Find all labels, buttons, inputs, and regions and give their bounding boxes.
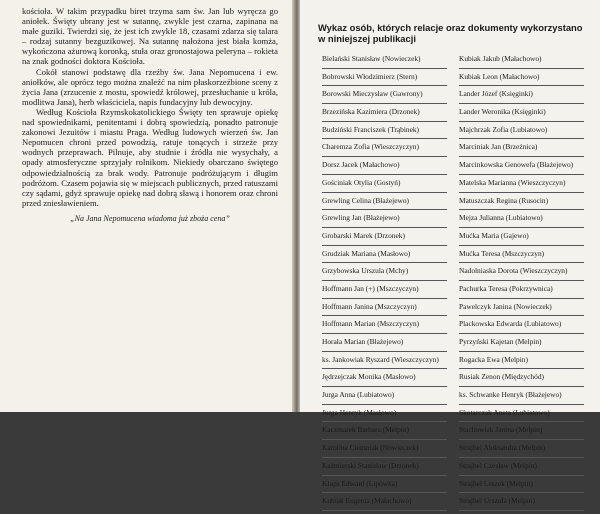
list-item: [322, 54, 453, 72]
list-item: [322, 479, 453, 497]
person-name: Pawelczyk Janina (Nowieczek): [459, 301, 552, 311]
writing-line: [322, 457, 447, 458]
person-name: Majchrzak Zofia (Lubiatowo): [459, 124, 548, 134]
list-item: [459, 425, 590, 443]
writing-line: [459, 439, 584, 440]
person-name: Hoffmann Janina (Mszczyczyn): [322, 301, 417, 311]
writing-line: [322, 156, 447, 157]
writing-line: [459, 457, 584, 458]
writing-line: [322, 245, 447, 246]
list-item: [322, 266, 453, 284]
writing-line: [459, 103, 584, 104]
person-name: Marciniak Jan (Brzeźnica): [459, 142, 538, 152]
list-item: [459, 231, 590, 249]
list-item: [322, 178, 453, 196]
list-item: [322, 355, 453, 373]
list-item: [459, 196, 590, 214]
writing-line: [322, 333, 447, 334]
writing-line: [322, 174, 447, 175]
writing-line: [459, 262, 584, 263]
list-item: [459, 213, 590, 231]
list-item: [459, 479, 590, 497]
caption: „Na Jana Nepomucena wiadoma już zboża cena”: [70, 213, 230, 223]
person-name: ks. Jankowiak Ryszard (Wieszczyczyn): [322, 354, 439, 364]
writing-line: [322, 121, 447, 122]
person-name: Strajbel Urszula (Melpin): [459, 496, 535, 506]
writing-line: [459, 280, 584, 281]
writing-line: [459, 245, 584, 246]
person-name: Klups Edward (Lipówka): [322, 478, 398, 488]
writing-line: [322, 475, 447, 476]
list-item: [459, 107, 590, 125]
list-item: [322, 302, 453, 320]
list-item: [459, 443, 590, 461]
person-name: Horała Marian (Błażejewo): [322, 337, 404, 346]
writing-line: [322, 351, 447, 352]
person-name: Grobarski Marek (Drzonek): [322, 230, 405, 240]
person-name: Grudziak Mariana (Masłowo): [322, 248, 411, 258]
person-name: Strajbel Leszek (Melpin): [459, 478, 533, 488]
person-name: ks. Schwanke Henryk (Błażejewo): [459, 390, 562, 400]
writing-line: [459, 386, 584, 387]
person-name: Kubiak Eugenia (Małachowo): [322, 496, 412, 506]
writing-line: [322, 85, 447, 86]
right-page: [300, 0, 600, 506]
person-name: Jurga Anna (Lubiatowo): [322, 390, 395, 400]
writing-line: [459, 351, 584, 352]
book-gutter: [292, 0, 300, 412]
person-name: Kubiak Leon (Małachowo): [459, 71, 540, 81]
writing-line: [322, 421, 447, 422]
writing-line: [322, 227, 447, 228]
writing-line: [459, 315, 584, 316]
list-item: [459, 178, 590, 196]
writing-line: [322, 492, 447, 493]
writing-line: [322, 280, 447, 281]
list-item: [322, 160, 453, 178]
person-name: Grzybowska Urszula (Mchy): [322, 266, 409, 276]
writing-line: [322, 386, 447, 387]
writing-line: [459, 404, 584, 405]
list-item: [459, 266, 590, 284]
person-name: Jędrzejczak Monika (Masłowo): [322, 372, 416, 382]
list-item: [322, 372, 453, 390]
person-name: Kaczmarek Barbara (Melpin): [322, 425, 409, 435]
list-item: [459, 496, 590, 514]
writing-line: [459, 156, 584, 157]
writing-line: [459, 227, 584, 228]
writing-line: [459, 333, 584, 334]
paragraph-1: kościoła. W takim przypadku biret trzyma sam św. Jan lub wyręcza go aniołek. Święty ubrany jest w sutannę, zwykle jest czarna, zapinana na małe guziki. Twierdzi się, że jest ich zwykle 18, czasami zdarza się talara – rodzaj sutanny bezguzikowej. Na sutannę nałożona jest biała komża, wykończona ażurową koronką, stuła oraz gronostajowa peleryna – rokieta na znak godności doktora Kościoła.: [22, 6, 278, 67]
writing-line: [459, 492, 584, 493]
person-name: Budziński Franciszek (Trąbinek): [322, 124, 420, 134]
list-item: [322, 425, 453, 443]
list-item: [459, 372, 590, 390]
writing-line: [459, 192, 584, 193]
writing-line: [322, 510, 447, 511]
list-column-2: [453, 54, 590, 514]
list-item: [459, 72, 590, 90]
list-item: [459, 160, 590, 178]
list-heading: Wykaz osób, których relacje oraz dokumenty wykorzystano w niniejszej publikacji: [318, 22, 583, 44]
person-name: Strajbel Aleksandra (Melpin): [459, 443, 546, 453]
person-name: Mućka Teresa (Mszczyczyn): [459, 248, 545, 258]
writing-line: [459, 68, 584, 69]
list-item: [322, 231, 453, 249]
person-name: Hoffmann Marian (Mszczyczyn): [322, 319, 420, 329]
writing-line: [322, 192, 447, 193]
writing-line: [322, 209, 447, 210]
writing-line: [322, 439, 447, 440]
person-name: Bielański Stanisław (Nowieczek): [322, 54, 421, 63]
list-item: [459, 355, 590, 373]
list-item: [459, 390, 590, 408]
writing-line: [459, 510, 584, 511]
list-item: [459, 142, 590, 160]
writing-line: [459, 85, 584, 86]
list-item: [322, 319, 453, 337]
list-item: [322, 408, 453, 426]
person-name: Grewling Celina (Błażejewo): [322, 195, 410, 205]
person-name: Matuszczak Regina (Rusocin): [459, 195, 549, 205]
person-name: Bobrowski Włodzimierz (Stern): [322, 71, 418, 81]
writing-line: [322, 368, 447, 369]
list-item: [459, 302, 590, 320]
writing-line: [459, 475, 584, 476]
writing-line: [459, 138, 584, 139]
writing-line: [322, 103, 447, 104]
person-name: Mućka Maria (Gajewo): [459, 230, 529, 240]
list-item: [322, 107, 453, 125]
person-name: Borowski Mieczysław (Gawrony): [322, 89, 423, 99]
left-page: [0, 0, 292, 412]
list-item: [322, 72, 453, 90]
list-item: [322, 443, 453, 461]
list-item: [322, 284, 453, 302]
list-item: [322, 390, 453, 408]
person-name: Marcinkowska Genowefa (Błażejewo): [459, 160, 574, 170]
list-item: [459, 249, 590, 267]
person-name: Lander Józef (Księginki): [459, 89, 533, 99]
person-name: Hoffmann Jan (+) (Mszczyczyn): [322, 283, 419, 293]
writing-line: [459, 174, 584, 175]
person-name: Dorsz Jacek (Małachowo): [322, 160, 400, 170]
person-name: Stachowiak Janina (Melpin): [459, 425, 543, 435]
list-item: [459, 284, 590, 302]
list-item: [322, 142, 453, 160]
list-item: [322, 337, 453, 355]
list-item: [459, 408, 590, 426]
list-item: [459, 54, 590, 72]
list-item: [322, 461, 453, 479]
writing-line: [322, 68, 447, 69]
list-item: [322, 249, 453, 267]
person-name: Strajbel Czesław (Melpin): [459, 460, 537, 470]
list-item: [322, 196, 453, 214]
writing-line: [459, 121, 584, 122]
writing-line: [459, 298, 584, 299]
writing-line: [322, 404, 447, 405]
list-item: [322, 89, 453, 107]
person-name: Karolina Ciemniak (Nowieczek): [322, 443, 419, 453]
person-name: Mejza Julianna (Lubiatowo): [459, 213, 543, 223]
writing-line: [459, 368, 584, 369]
list-item: [322, 213, 453, 231]
person-name: Kubiak Jakub (Małachowo): [459, 54, 542, 63]
person-name: Jurga Henryk (Masłowo): [322, 407, 397, 417]
writing-line: [322, 315, 447, 316]
person-name: Pachurka Teresa (Pokrzywnica): [459, 283, 553, 293]
list-item: [322, 496, 453, 514]
list-item: [459, 89, 590, 107]
person-name: Nadolniaska Dorota (Wieszczyczyn): [459, 266, 568, 276]
person-name: Grewling Jan (Błażejewo): [322, 213, 400, 223]
paragraph-3: Według Kościoła Rzymskokatolickiego Święty ten sprawuje opiekę nad spowiednikami, penitentami i dobrą spowiedzią, ponadto patronuje zakonowi Jezuitów i miastu Praga. Według ludowych wierzeń św. Jan Nepomucen chroni przed powodzią, ratuje tonących i strzeże przy wodnych przeprawach. Pilnuje, aby studnie i źródła nie wysychały, a opady atmosferyczne sprzyjały rolnikom. Niekiedy obarczano świętego odpowiedzialnością za brak wody. Patronuje podróżującym i długim podróżom. Czasem pojawia się w miejscach publicznych, przed ratuszami czy sądami, gdyż sprawuje opiekę nad dobrą sławą i honorem oraz chroni przed zniesławieniem.: [22, 106, 278, 208]
writing-line: [322, 298, 447, 299]
writing-line: [322, 138, 447, 139]
list-item: [459, 125, 590, 143]
list-item: [459, 461, 590, 479]
paragraph-2: Cokół stanowi podstawę dla rzeźby św. Jana Nepomucena i ew. aniołków, ale oprócz tego można znaleźć na nim płaskorzeźbione sceny z życia Jana (zrzucenie z mostu, spowiedź królowej, przesłuchanie u króla, modlitwa Jana), herb właściciela, napis fundacyjny lub dewocyjny.: [22, 66, 278, 107]
person-name: Rogacka Ewa (Melpin): [459, 354, 528, 364]
writing-line: [459, 209, 584, 210]
person-name: Pyrzyński Kajetan (Melpin): [459, 337, 542, 346]
person-name: Matelska Marianna (Wieszczyczyn): [459, 177, 566, 187]
person-list: [314, 54, 590, 514]
person-name: Charemza Zofia (Wieszczyczyn): [322, 142, 419, 152]
person-name: Plackowska Edwarda (Lubiatowo): [459, 319, 562, 329]
person-name: Skotarczak Aneta (Lubiatowo): [459, 407, 550, 417]
person-name: Lander Weronika (Księginki): [459, 107, 546, 117]
list-item: [459, 319, 590, 337]
person-name: Brzezińska Kazimiera (Drzonek): [322, 107, 420, 117]
person-name: Kaźmierski Stanisław (Drzonek): [322, 460, 419, 470]
list-item: [459, 337, 590, 355]
person-name: Rusiak Zenon (Międzychód): [459, 372, 544, 382]
writing-line: [322, 262, 447, 263]
list-column-1: [314, 54, 453, 514]
person-name: Gościniak Otylia (Gostyń): [322, 177, 401, 187]
writing-line: [459, 421, 584, 422]
list-item: [322, 125, 453, 143]
